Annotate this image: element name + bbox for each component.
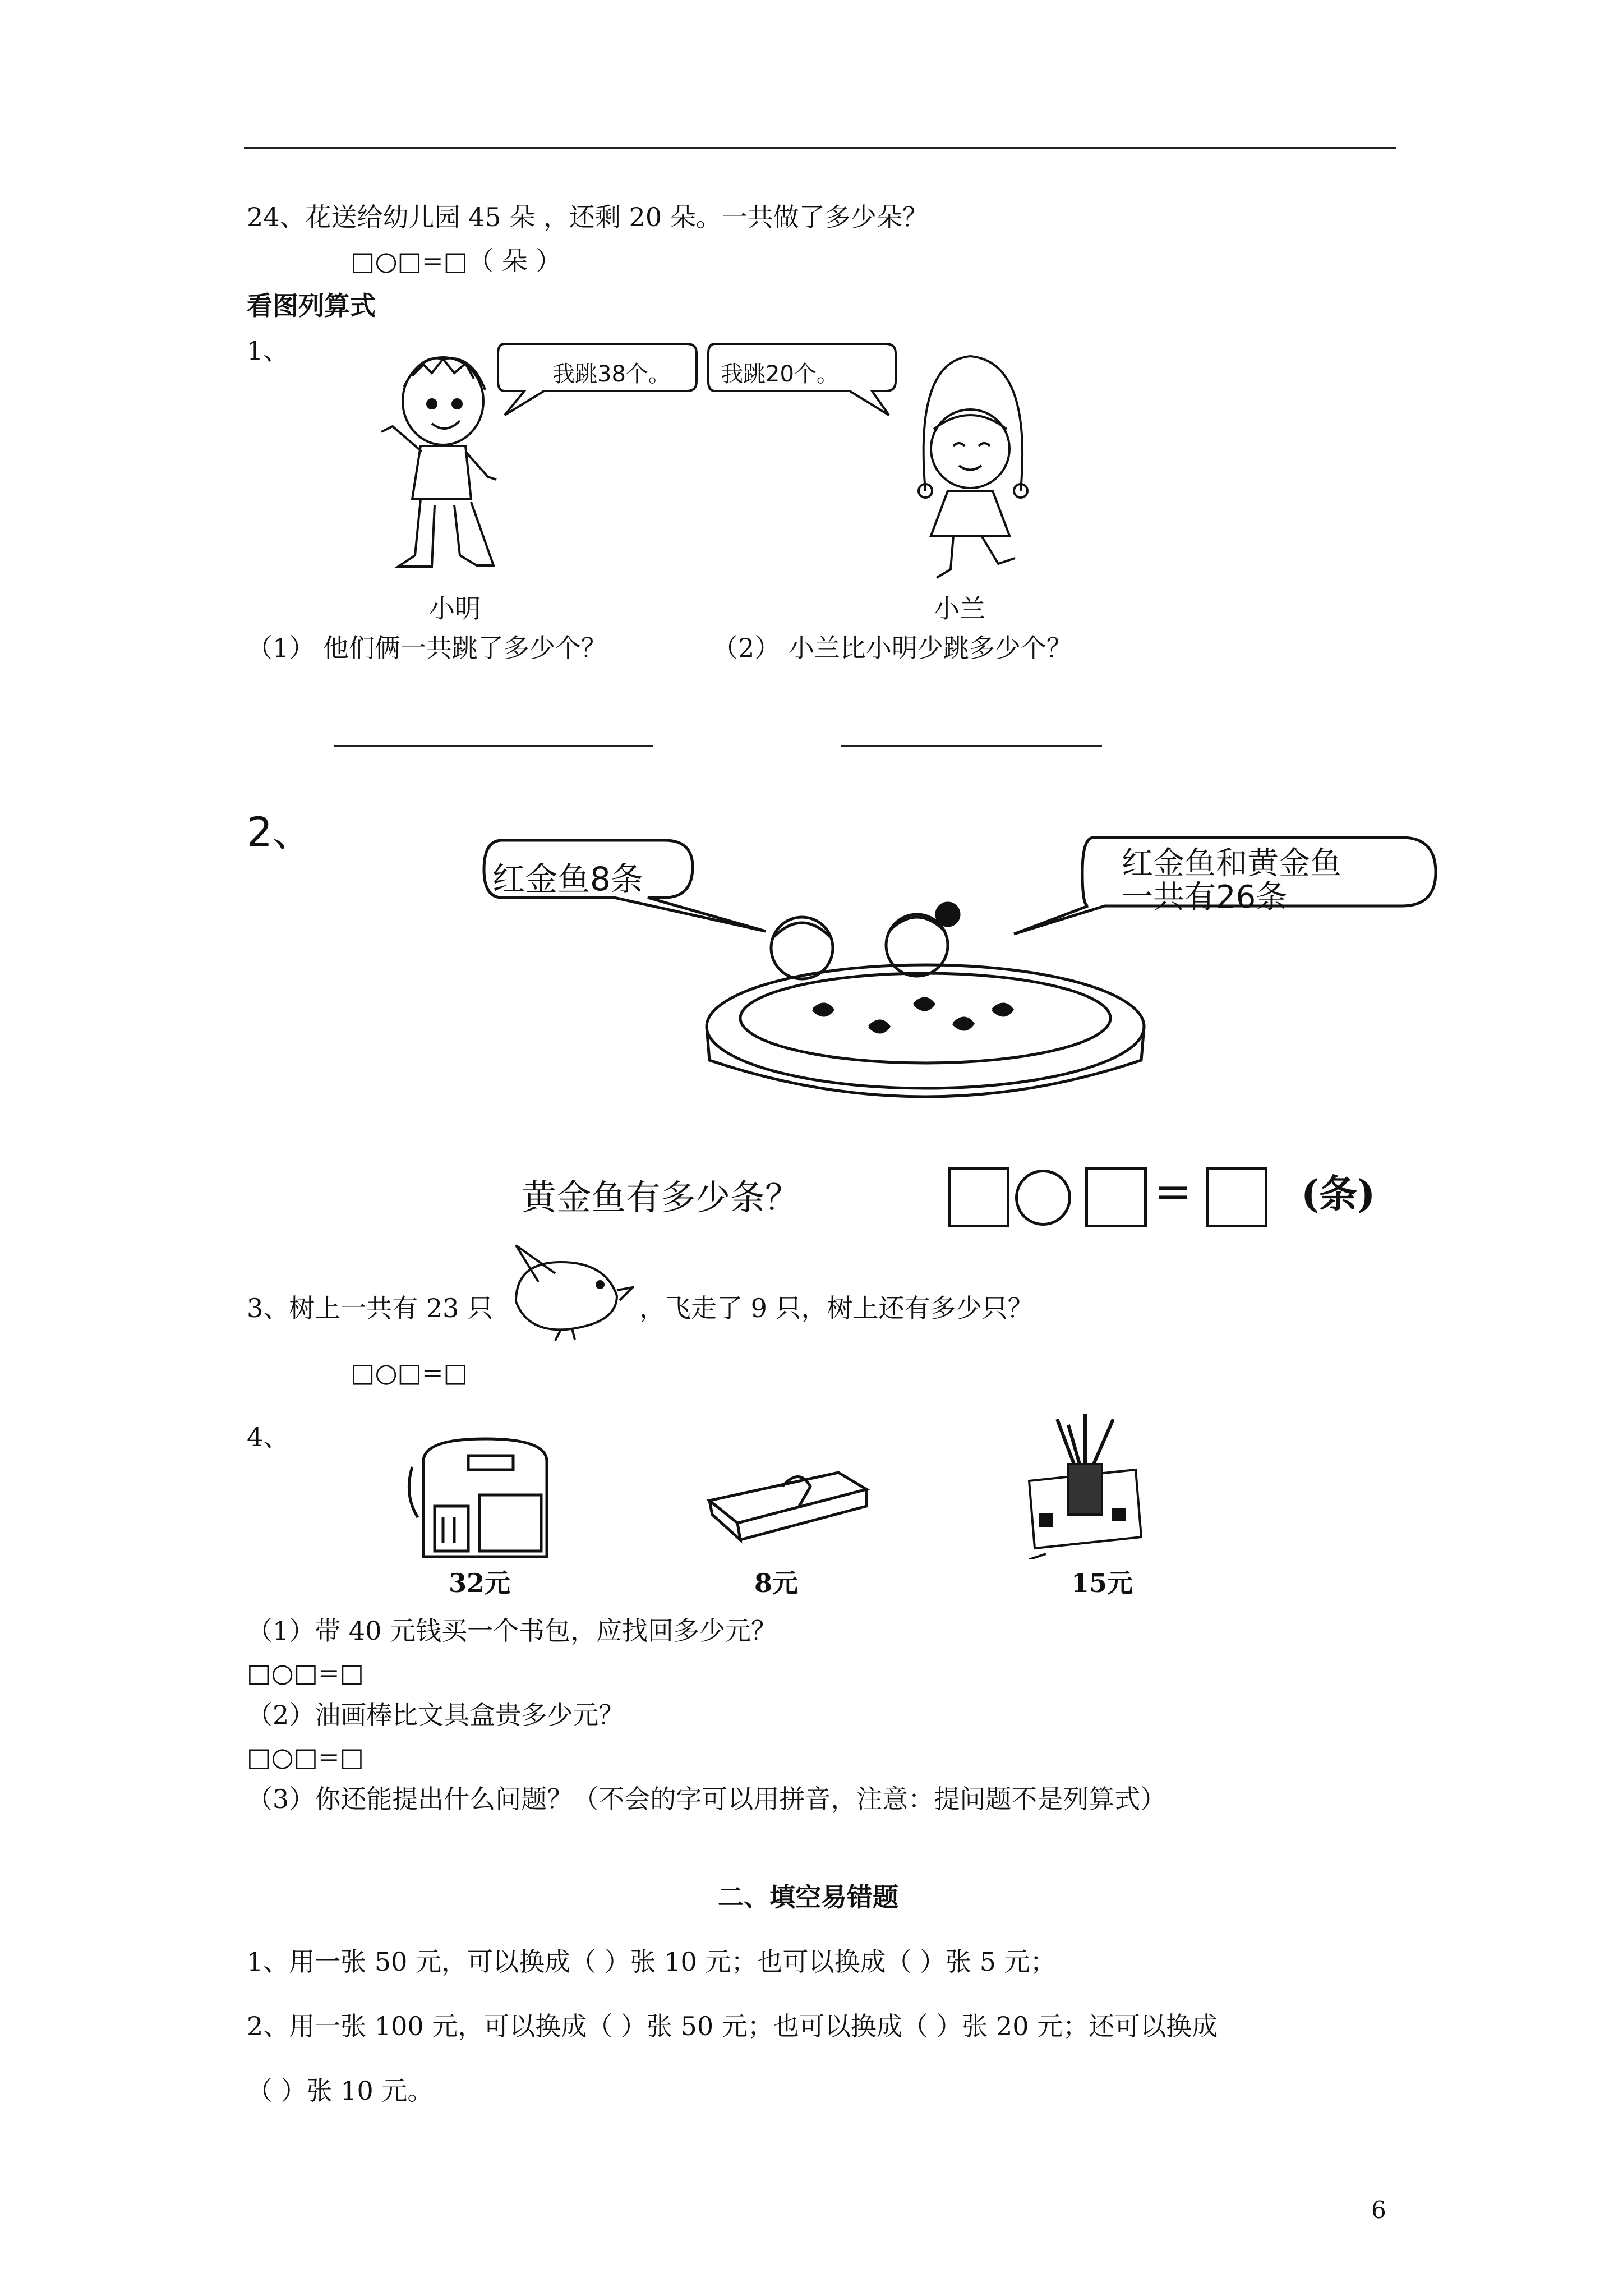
p3-formula: □○□=□ xyxy=(351,1358,468,1388)
boy-speech-text: 我跳38个。 xyxy=(552,361,671,387)
p1-question-1: （1） 他们俩一共跳了多少个？ xyxy=(247,633,607,663)
p4-question-1: （1）带 40 元钱买一个书包，应找回多少元？ xyxy=(247,1616,777,1646)
p2-box-2 xyxy=(1085,1167,1147,1227)
header-rule xyxy=(244,147,1396,149)
p4-question-2: （2）油画棒比文具盒贵多少元？ xyxy=(247,1700,625,1730)
section2-line-1: 1、用一张 50 元，可以换成（ ）张 10 元；也可以换成（ ）张 5 元； xyxy=(247,1947,1056,1977)
price-pencil-case: 8元 xyxy=(754,1568,799,1598)
section2-line-3: （ ）张 10 元。 xyxy=(247,2076,434,2106)
p2-number: 2、 xyxy=(247,808,313,855)
p1-question-2: （2） 小兰比小明少跳多少个？ xyxy=(712,633,1072,663)
section-title: 看图列算式 xyxy=(247,291,376,321)
q24-formula: □○□=□（ 朵 ） xyxy=(351,246,562,276)
page-number: 6 xyxy=(1371,2196,1386,2224)
p2-unit: (条) xyxy=(1301,1172,1376,1217)
girl-speech-text: 我跳20个。 xyxy=(721,361,839,387)
right-speech-line-2: 一共有26条 xyxy=(1122,879,1288,915)
p4-formula-1: □○□=□ xyxy=(247,1658,365,1688)
section2-title: 二、填空易错题 xyxy=(718,1882,898,1912)
goldfish-pool-illustration xyxy=(701,892,1150,1128)
left-speech-text: 红金鱼8条 xyxy=(492,860,643,898)
p2-equals: = xyxy=(1154,1166,1192,1218)
p2-box-3 xyxy=(1206,1167,1267,1227)
p3-text-before: 3、树上一共有 23 只 xyxy=(247,1293,494,1323)
price-paint-brushes: 15元 xyxy=(1071,1568,1133,1598)
bird-icon xyxy=(505,1240,634,1341)
p4-question-3: （3）你还能提出什么问题？（不会的字可以用拼音，注意：提问题不是列算式） xyxy=(247,1784,1166,1814)
paint-brushes-icon xyxy=(1018,1408,1147,1559)
girl-name: 小兰 xyxy=(934,593,985,624)
price-backpack: 32元 xyxy=(449,1568,511,1598)
right-speech-line-1: 红金鱼和黄金鱼 xyxy=(1122,845,1341,882)
section2-line-2: 2、用一张 100 元，可以换成（ ）张 50 元；也可以换成（ ）张 20 元；还可以换成 xyxy=(247,2011,1218,2041)
p4-formula-2: □○□=□ xyxy=(247,1742,365,1772)
p2-question: 黄金鱼有多少条？ xyxy=(522,1177,800,1218)
p3-text-after: ，飞走了 9 只，树上还有多少只？ xyxy=(639,1293,1034,1323)
p1-number: 1、 xyxy=(247,335,289,366)
answer-line-1 xyxy=(334,745,653,747)
girl-jumping-rope-illustration xyxy=(869,351,1071,586)
p2-circle xyxy=(1015,1170,1071,1226)
q24-text: 24、花送给幼儿园 45 朵 ，还剩 20 朵。一共做了多少朵？ xyxy=(247,202,928,232)
boy-name: 小明 xyxy=(429,593,481,624)
answer-line-2 xyxy=(841,745,1102,747)
pencil-case-icon xyxy=(704,1456,872,1545)
backpack-icon xyxy=(401,1428,569,1568)
p4-number: 4、 xyxy=(247,1422,289,1452)
p2-box-1 xyxy=(948,1167,1009,1227)
